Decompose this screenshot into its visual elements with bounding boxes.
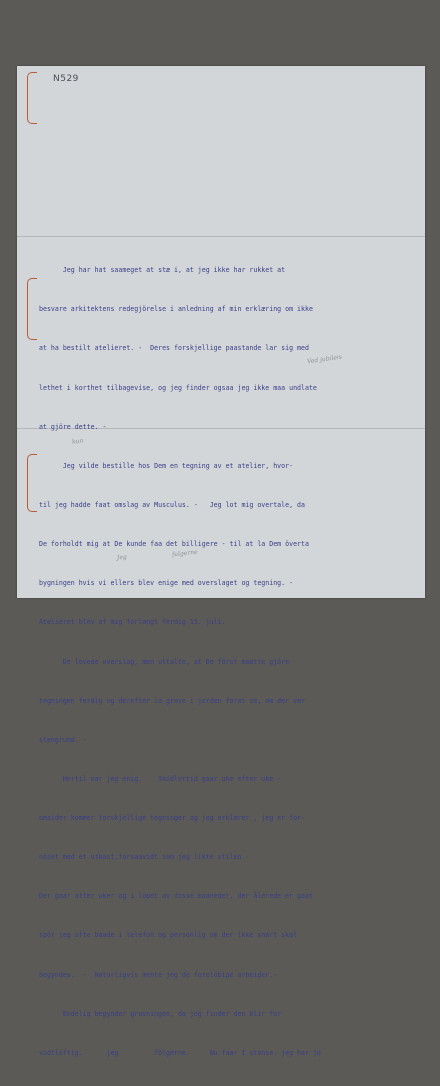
letter-page: [17, 66, 425, 1057]
handwritten-note: Jeg: [116, 553, 128, 562]
text-line: spör jeg ofte baade i telefon og personlig om der ikke snart skal: [39, 931, 298, 940]
text-line: Jeg vilde bestille hos Dem en tegning av et atelier, hvor-: [39, 461, 294, 470]
handwritten-note: Ved jubileis: [306, 353, 343, 366]
text-line: De forholdt mig at De kunde faa det billigere - til at la Dem överta: [39, 540, 309, 549]
text-line: Atelieret blev af mig forlangt ferdig 15. juli.: [39, 618, 226, 627]
text-line: Hertil var jeg enig. Imidlertid gaar uke efter uke -: [39, 774, 282, 783]
text-line: begyndes. - Naturligvis mente jeg de forelöbige arbeider.-: [39, 970, 278, 979]
text-line: bygningen hvis vi ellers blev enige med overslaget og tegning. -: [39, 579, 294, 588]
paperclip-rust-mark: [27, 72, 37, 124]
archive-number: N529: [53, 74, 79, 84]
paperclip-rust-mark: [27, 454, 37, 512]
text-line: Der gaar atter uker og i löpet av disse maaneder, der ålerede er gaat: [39, 892, 313, 901]
paperclip-rust-mark: [27, 278, 37, 340]
text-line: stengrund. -: [39, 735, 87, 744]
text-line: til jeg hadde faat omslag av Musculus. - Jeg lot mig overtale, da: [39, 500, 305, 509]
fold-line: [17, 236, 425, 237]
letter-body: [39, 238, 419, 1086]
text-line: vidtlöftig. jeg fölgerne. Nu faar I stanse. jeg har jo: [39, 1048, 321, 1057]
text-line: Endelig begynder gravningen, da jeg finder den blir for: [39, 1009, 282, 1018]
text-line: tegningen ferdig og derefter la grave i jorden forat se, om der var: [39, 696, 305, 705]
text-line: De lovede overslag, men uttalte, at De först maatte gjöre: [39, 657, 290, 666]
text-line: besvare arkitektens redegjörelse i anledning af min erklæring om ikke: [39, 305, 313, 314]
handwritten-note: fulgerne: [171, 548, 198, 559]
text-line: omsider kommer forskjellige tegninger og jeg erklærer , jeg er for-: [39, 814, 305, 823]
text-line: Jeg har hat saameget at stæ i, at jeg ikke har rukket at: [39, 266, 286, 275]
text-line: lethet i korthet tilbagevise, og jeg finder ogsaa jeg ikke maa undlate: [39, 383, 317, 392]
text-line: at ha bestilt atelieret. - Deres forskjellige paastande lar sig med: [39, 344, 309, 353]
text-line: nöiet med et utkast,forsaavidt som jeg likte stilen.-: [39, 853, 250, 862]
text-line: at gjöre dette. -: [39, 422, 107, 431]
handwritten-note: kun: [71, 437, 84, 446]
